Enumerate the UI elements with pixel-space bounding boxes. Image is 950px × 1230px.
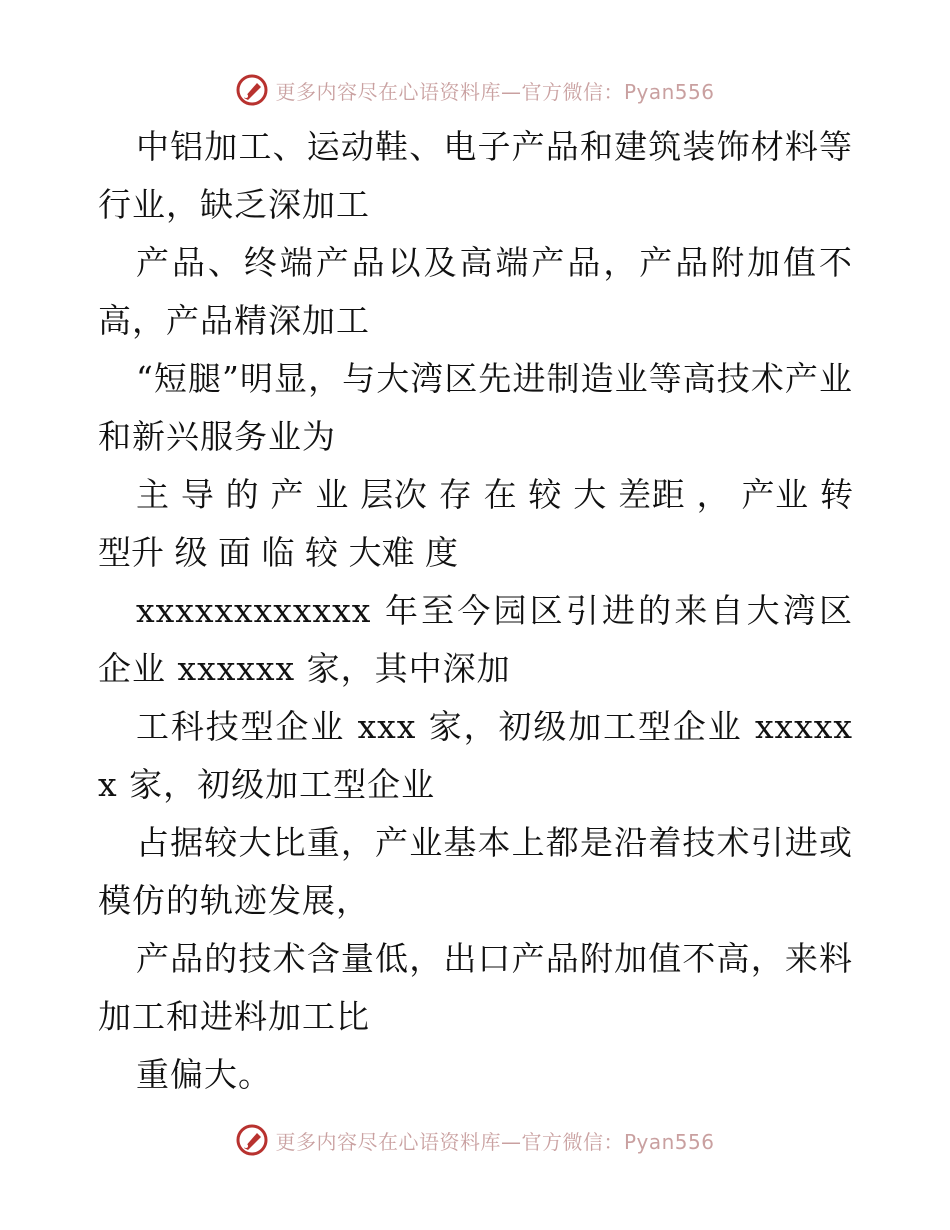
header-banner [0,70,950,110]
document-body [98,118,853,1104]
paragraph-9: 重偏大。 [136,1055,272,1094]
paragraph-2: 产品、终端产品以及高端产品，产品附加值不高，产品精深加工 [98,243,853,340]
paragraph-3: “短腿”明显，与大湾区先进制造业等高技术产业和新兴服务业为 [98,359,853,456]
footer-banner-text: 更多内容尽在心语资料库—官方微信：Pyan556 [275,1129,715,1154]
pen-nib-logo-icon [235,1123,269,1157]
paragraph-8: 产品的技术含量低，出口产品附加值不高，来料加工和进料加工比 [98,939,853,1036]
paragraph-6: 工科技型企业 xxx 家，初级加工型企业 xxxxxx 家，初级加工型企业 [98,707,853,804]
pen-nib-logo-icon [235,73,269,107]
paragraph-1: 中铝加工、运动鞋、电子产品和建筑装饰材料等行业，缺乏深加工 [98,127,853,224]
paragraph-4: 主 导 的 产 业 层次 存 在 较 大 差距 ， 产业 转 型升 级 面 临 较 大难 度 [98,475,853,572]
paragraph-7: 占据较大比重，产业基本上都是沿着技术引进或模仿的轨迹发展， [98,823,853,920]
paragraph-5: xxxxxxxxxxxx 年至今园区引进的来自大湾区企业 xxxxxx 家，其中深加 [98,591,853,688]
footer-banner [0,1120,950,1160]
header-banner-text: 更多内容尽在心语资料库—官方微信：Pyan556 [275,79,715,104]
